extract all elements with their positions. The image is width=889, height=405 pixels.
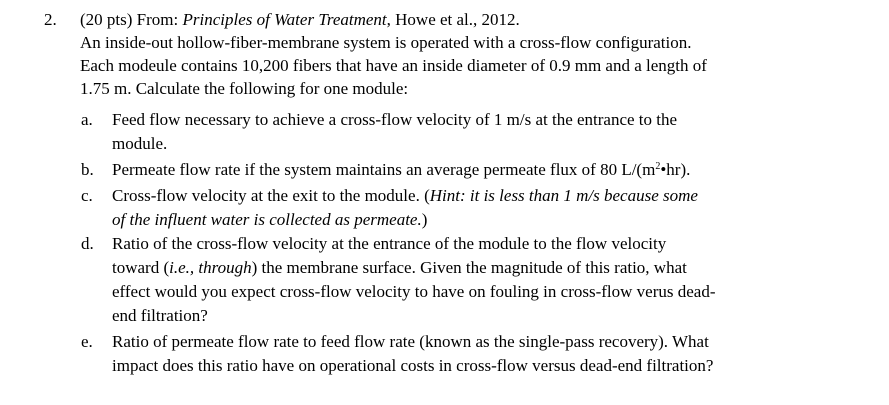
item-c-close-paren: ) xyxy=(421,210,428,229)
item-marker-e: e. xyxy=(81,332,93,351)
sub-question-c xyxy=(0,184,889,232)
sub-question-e xyxy=(0,330,889,378)
item-marker-c: c. xyxy=(81,186,93,205)
item-b-text: Permeate flow rate if the system maintains an average permeate flux of 80 L/(m xyxy=(112,160,656,179)
item-b-superscript: 2 xyxy=(655,161,661,172)
item-d-line-2 xyxy=(112,256,802,280)
question-header-line xyxy=(80,8,880,31)
item-c-text: Cross-flow velocity at the exit to the module. ( xyxy=(112,186,430,205)
sub-question-d xyxy=(0,232,889,328)
points-and-from: (20 pts) From: xyxy=(80,10,183,29)
source-title: Principles of Water Treatment xyxy=(182,10,387,29)
item-b-text-end: •hr). xyxy=(660,160,691,179)
item-a-line-2: module. xyxy=(112,134,168,153)
item-d-text-pre: toward ( xyxy=(112,258,170,277)
item-d-line-4: end filtration? xyxy=(112,306,208,325)
item-c-hint-cont: of the influent water is collected as permeate. xyxy=(112,210,422,229)
question-number: 2. xyxy=(44,10,57,29)
item-c-line-1 xyxy=(112,184,802,208)
item-marker-b: b. xyxy=(81,160,94,179)
intro-line-1: An inside-out hollow-fiber-membrane system is operated with a cross-flow configuration. xyxy=(80,33,692,52)
item-e-line-2: impact does this ratio have on operational costs in cross-flow versus dead-end filtration? xyxy=(112,356,714,375)
item-c-hint: Hint: it is less than 1 m/s because some xyxy=(429,186,698,205)
item-marker-a: a. xyxy=(81,110,93,129)
intro-line-2: Each modeule contains 10,200 fibers that have an inside diameter of 0.9 mm and a length of xyxy=(80,56,707,75)
sub-question-b xyxy=(0,158,889,182)
item-d-text-post: ) the membrane surface. Given the magnitude of this ratio, what xyxy=(251,258,687,277)
source-authors-year: , Howe et al., 2012. xyxy=(386,10,520,29)
item-b-line-1 xyxy=(112,158,802,182)
item-d-line-1: Ratio of the cross-flow velocity at the entrance of the module to the flow velocity xyxy=(112,234,667,253)
intro-line-3: 1.75 m. Calculate the following for one module: xyxy=(80,79,409,98)
sub-question-a xyxy=(0,108,889,156)
item-a-line-1: Feed flow necessary to achieve a cross-flow velocity of 1 m/s at the entrance to the xyxy=(112,110,678,129)
sub-question-list xyxy=(0,108,889,378)
item-d-line-3: effect would you expect cross-flow velocity to have on fouling in cross-flow verus dead- xyxy=(112,282,716,301)
item-c-line-2 xyxy=(112,208,802,232)
question-intro xyxy=(80,8,880,100)
item-d-italic: i.e., through xyxy=(169,258,252,277)
item-e-line-1: Ratio of permeate flow rate to feed flow rate (known as the single-pass recovery). What xyxy=(112,332,709,351)
item-marker-d: d. xyxy=(81,234,94,253)
